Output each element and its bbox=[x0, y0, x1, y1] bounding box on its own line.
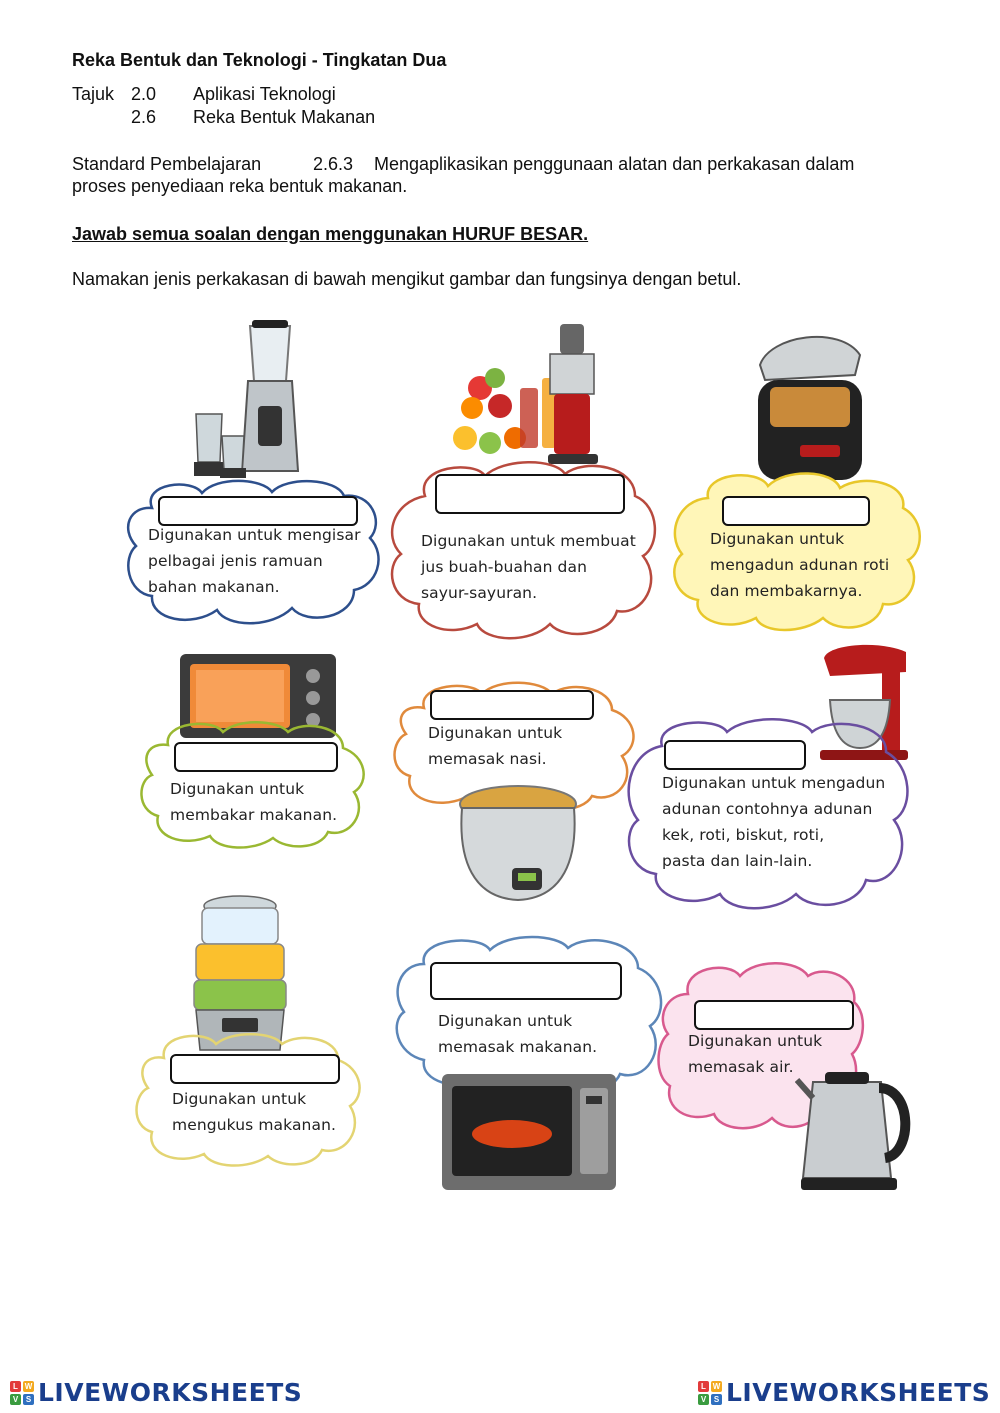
answer-input-kettle[interactable] bbox=[694, 1000, 854, 1030]
question-text: Namakan jenis perkakasan di bawah mengikut gambar dan fungsinya dengan betul. bbox=[72, 269, 742, 289]
worksheet-title: Reka Bentuk dan Teknologi - Tingkatan Dua bbox=[72, 50, 447, 70]
logo-tile: S bbox=[711, 1394, 722, 1405]
logo-tile: V bbox=[10, 1394, 21, 1405]
logo-tile: W bbox=[24, 1381, 33, 1391]
liveworksheets-brand-text: LIVEWORKSHEETS bbox=[38, 1378, 303, 1407]
answer-input-steamer[interactable] bbox=[170, 1054, 340, 1084]
juicer-image bbox=[450, 318, 610, 468]
cloud-bread-maker bbox=[668, 468, 920, 634]
caption-juicer: Digunakan untuk membuat jus buah-buahan dan sayur-sayuran. bbox=[421, 532, 636, 602]
topic-name-1: Aplikasi Teknologi bbox=[193, 84, 336, 104]
logo-tile: V bbox=[698, 1394, 709, 1405]
answer-input-rice-cooker[interactable] bbox=[430, 690, 594, 720]
standard-text-line2: proses penyediaan reka bentuk makanan. bbox=[72, 176, 408, 196]
blender-image bbox=[190, 316, 320, 486]
steamer-image bbox=[180, 892, 300, 1054]
answer-input-microwave[interactable] bbox=[430, 962, 622, 1000]
answer-input-stand-mixer[interactable] bbox=[664, 740, 806, 770]
logo-tile: S bbox=[23, 1394, 34, 1405]
liveworksheets-brand-text: LIVEWORKSHEETS bbox=[726, 1378, 991, 1407]
cloud-stand-mixer bbox=[622, 716, 914, 912]
caption-blender: Digunakan untuk mengisar pelbagai jenis ramuan bahan makanan. bbox=[148, 526, 361, 596]
liveworksheets-logo-left[interactable] bbox=[10, 1378, 302, 1407]
liveworksheets-logo-mark bbox=[10, 1381, 34, 1405]
caption-rice-cooker: Digunakan untuk memasak nasi. bbox=[428, 724, 563, 768]
answer-input-oven[interactable] bbox=[174, 742, 338, 772]
rice-cooker-image bbox=[448, 780, 588, 910]
tajuk-label: Tajuk bbox=[72, 84, 115, 104]
topic-number-2: 2.6 bbox=[131, 107, 157, 127]
caption-bread-maker: Digunakan untuk mengadun adunan roti dan membakarnya. bbox=[710, 530, 890, 600]
cloud-microwave bbox=[388, 934, 668, 1090]
caption-steamer: Digunakan untuk mengukus makanan. bbox=[172, 1090, 337, 1134]
caption-stand-mixer: Digunakan untuk mengadun adunan contohnya adunan kek, roti, biskut, roti, pasta dan lain-lain. bbox=[662, 774, 886, 870]
topic-name-2: Reka Bentuk Makanan bbox=[193, 107, 376, 127]
cloud-steamer bbox=[134, 1032, 366, 1168]
microwave-image bbox=[440, 1072, 618, 1192]
topic-number-1: 2.0 bbox=[131, 84, 157, 104]
answer-input-juicer[interactable] bbox=[435, 474, 625, 514]
logo-tile: L bbox=[698, 1381, 709, 1392]
standard-number: 2.6.3 bbox=[313, 154, 354, 174]
cloud-blender bbox=[122, 478, 384, 628]
caption-oven: Digunakan untuk membakar makanan. bbox=[170, 780, 338, 824]
instruction: Jawab semua soalan dengan menggunakan HURUF BESAR. bbox=[72, 224, 589, 244]
standard-label: Standard Pembelajaran bbox=[72, 154, 262, 174]
logo-tile: W bbox=[712, 1381, 721, 1391]
logo-tile: L bbox=[10, 1381, 21, 1392]
kettle-image bbox=[795, 1058, 915, 1194]
cloud-oven bbox=[138, 720, 372, 848]
caption-microwave: Digunakan untuk memasak makanan. bbox=[438, 1012, 598, 1056]
cloud-juicer bbox=[385, 456, 657, 642]
caption-kettle: Digunakan untuk memasak air. bbox=[688, 1032, 823, 1076]
liveworksheets-logo-mark bbox=[698, 1381, 722, 1405]
liveworksheets-logo-right[interactable] bbox=[698, 1378, 990, 1407]
standard-text-line1: Mengaplikasikan penggunaan alatan dan perkakasan dalam bbox=[374, 154, 855, 174]
answer-input-bread-maker[interactable] bbox=[722, 496, 870, 526]
